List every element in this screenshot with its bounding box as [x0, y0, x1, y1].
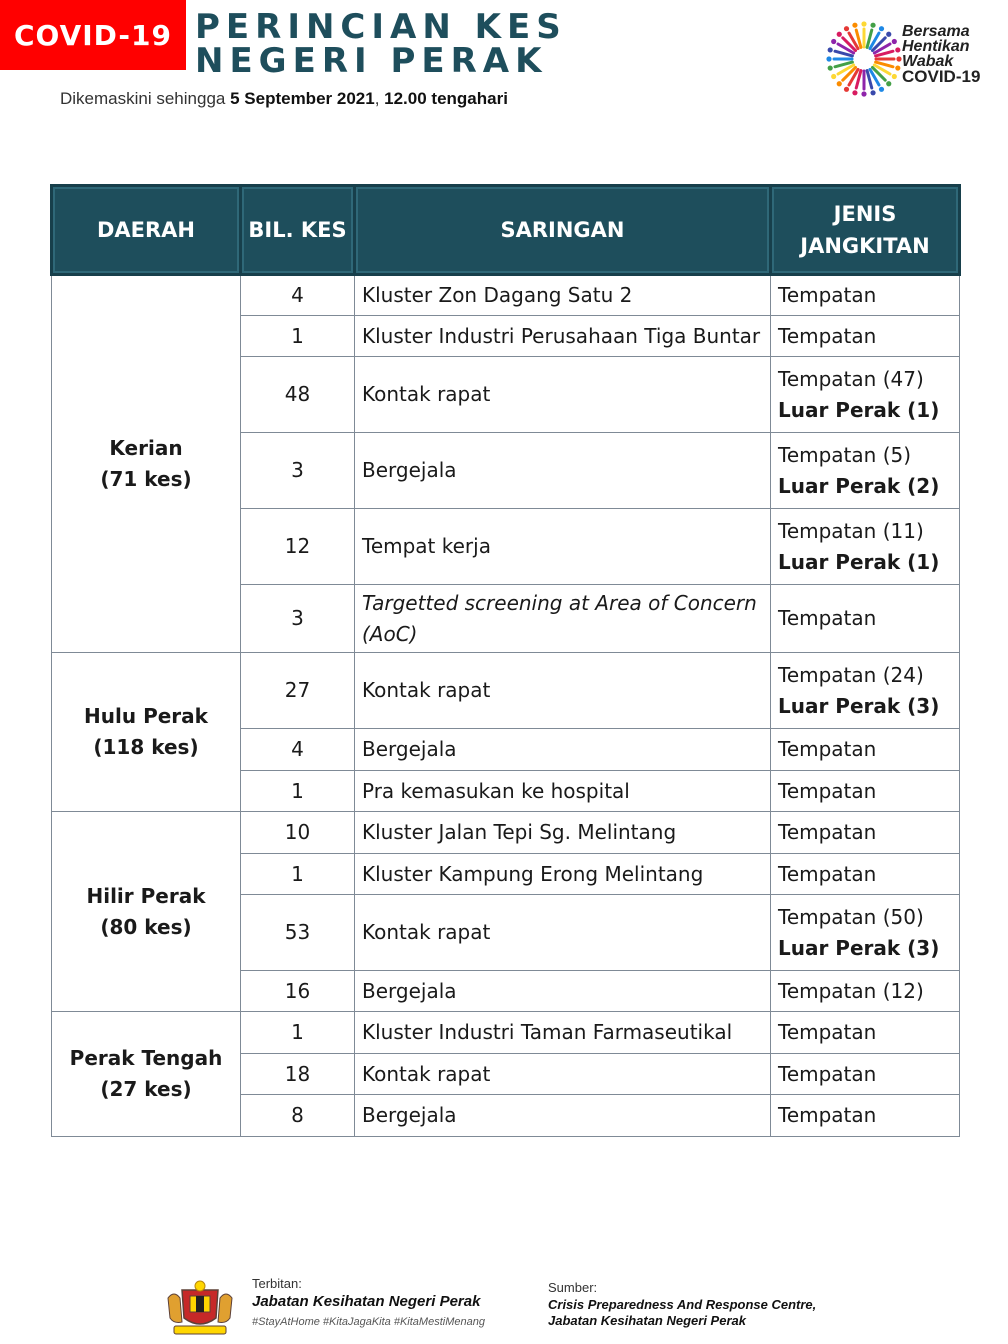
daerah-total: (80 kes): [100, 914, 192, 939]
logo-figure-head: [892, 39, 897, 44]
logo-figure-head: [879, 87, 884, 92]
jenis-cell: Tempatan: [771, 585, 960, 653]
saringan-cell: Kluster Jalan Tepi Sg. Melintang: [355, 812, 771, 854]
logo-figure-head: [844, 26, 849, 31]
bil-cell: 8: [241, 1095, 355, 1137]
saringan-cell: Bergejala: [355, 1095, 771, 1137]
logo-figure-head: [886, 32, 891, 37]
bil-cell: 3: [241, 433, 355, 509]
saringan-cell: Kontak rapat: [355, 895, 771, 971]
saringan-cell: Bergejala: [355, 433, 771, 509]
logo-figure-head: [879, 26, 884, 31]
jenis-luar-perak: Luar Perak (3): [778, 693, 940, 718]
state-crest-icon: [160, 1278, 240, 1338]
publisher-label: Terbitan:: [252, 1276, 302, 1291]
bil-cell: 1: [241, 1012, 355, 1054]
publisher-name: Jabatan Kesihatan Negeri Perak: [252, 1293, 481, 1310]
jenis-tempatan: Tempatan (50): [778, 904, 924, 929]
header-jenis-jangkitan: [771, 186, 960, 275]
logo-figure-head: [861, 91, 866, 96]
daerah-total: (27 kes): [100, 1077, 192, 1101]
title-line-2: NEGERI PERAK: [195, 41, 548, 81]
jenis-luar-perak: Luar Perak (3): [778, 935, 940, 960]
campaign-logo: [826, 18, 996, 100]
hashtags: #StayAtHome #KitaJagaKita #KitaMestiMenang: [252, 1316, 485, 1328]
logo-figure-head: [895, 65, 900, 70]
header-jenis-line-2: JANGKITAN: [800, 234, 930, 258]
logo-figure-head: [892, 74, 897, 79]
page-title: [195, 7, 567, 81]
bil-cell: 3: [241, 585, 355, 653]
jenis-luar-perak: Luar Perak (1): [778, 397, 940, 422]
daerah-name: Hulu Perak: [84, 704, 208, 728]
daerah-name: Perak Tengah: [69, 1046, 223, 1070]
jenis-cell: Tempatan: [771, 1012, 960, 1054]
bil-cell: 53: [241, 895, 355, 971]
daerah-total: (118 kes): [93, 735, 199, 759]
jenis-luar-perak: Luar Perak (2): [778, 473, 940, 498]
daerah-cell: [52, 653, 241, 812]
bil-cell: 27: [241, 653, 355, 729]
saringan-cell: Kluster Industri Taman Farmaseutikal: [355, 1012, 771, 1054]
saringan-cell: Kontak rapat: [355, 357, 771, 433]
sunburst-people-logo-icon: [826, 18, 902, 100]
updated-timestamp: [60, 89, 508, 109]
logo-figure-head: [828, 47, 833, 52]
jenis-luar-perak: Luar Perak (1): [778, 549, 940, 574]
case-table: [50, 184, 961, 1137]
logo-figure-head: [870, 23, 875, 28]
jenis-cell: [771, 509, 960, 585]
header-jenis-line-1: JENIS: [833, 202, 897, 226]
logo-figure-head: [852, 23, 857, 28]
updated-time: 12.00 tengahari: [384, 89, 508, 108]
logo-figure-head: [831, 74, 836, 79]
logo-figure-head: [852, 90, 857, 95]
covid-badge: COVID-19: [0, 0, 186, 70]
header-bil-kes: BIL. KES: [241, 186, 355, 275]
source-label: Sumber:: [548, 1280, 598, 1295]
bil-cell: 1: [241, 854, 355, 895]
bil-cell: 10: [241, 812, 355, 854]
saringan-cell: Targetted screening at Area of Concern (AoC): [355, 585, 771, 653]
updated-separator: ,: [374, 89, 385, 108]
saringan-cell: Kontak rapat: [355, 1054, 771, 1095]
logo-figure-head: [826, 56, 831, 61]
logo-line-4: COVID-19: [902, 67, 981, 86]
logo-figure-head: [861, 21, 866, 26]
jenis-cell: Tempatan (12): [771, 971, 960, 1012]
bil-cell: 4: [241, 729, 355, 771]
jenis-cell: Tempatan: [771, 854, 960, 895]
saringan-cell: Bergejala: [355, 729, 771, 771]
logo-figure-head: [896, 56, 901, 61]
daerah-name: Hilir Perak: [86, 883, 206, 908]
campaign-logo-text: [902, 24, 980, 84]
jenis-cell: [771, 653, 960, 729]
bil-cell: 12: [241, 509, 355, 585]
table-row: [52, 275, 960, 316]
saringan-cell: Pra kemasukan ke hospital: [355, 771, 771, 812]
header-saringan: SARINGAN: [355, 186, 771, 275]
jenis-cell: [771, 357, 960, 433]
table-row: [52, 1012, 960, 1054]
bil-cell: 1: [241, 771, 355, 812]
table-header-row: [52, 186, 960, 275]
bil-cell: 1: [241, 316, 355, 357]
table-row: [52, 812, 960, 854]
bil-cell: 18: [241, 1054, 355, 1095]
saringan-cell: Kluster Industri Perusahaan Tiga Buntar: [355, 316, 771, 357]
logo-figure-head: [831, 39, 836, 44]
jenis-cell: Tempatan: [771, 812, 960, 854]
logo-line-1: Bersama: [902, 23, 970, 40]
jenis-tempatan: Tempatan (5): [778, 442, 912, 467]
daerah-cell: [52, 275, 241, 653]
bil-cell: 48: [241, 357, 355, 433]
jenis-cell: Tempatan: [771, 275, 960, 316]
logo-figure-head: [837, 81, 842, 86]
updated-date: 5 September 2021: [230, 89, 375, 108]
source-line-1: Crisis Preparedness And Response Centre,: [548, 1297, 817, 1312]
jenis-cell: [771, 895, 960, 971]
logo-figure-head: [828, 65, 833, 70]
header-daerah: DAERAH: [52, 186, 241, 275]
logo-figure-head: [844, 87, 849, 92]
saringan-cell: Tempat kerja: [355, 509, 771, 585]
jenis-cell: Tempatan: [771, 1095, 960, 1137]
logo-figure-head: [837, 32, 842, 37]
logo-figure-head: [895, 47, 900, 52]
jenis-cell: [771, 433, 960, 509]
daerah-cell: [52, 812, 241, 1012]
updated-prefix: Dikemaskini sehingga: [60, 89, 231, 108]
jenis-tempatan: Tempatan (24): [778, 662, 924, 687]
jenis-cell: Tempatan: [771, 316, 960, 357]
saringan-cell: Kluster Zon Dagang Satu 2: [355, 275, 771, 316]
source-line-2: Jabatan Kesihatan Negeri Perak: [548, 1313, 746, 1328]
saringan-cell: Bergejala: [355, 971, 771, 1012]
logo-figure-head: [886, 81, 891, 86]
daerah-name: Kerian: [109, 436, 183, 460]
jenis-cell: Tempatan: [771, 771, 960, 812]
bil-cell: 4: [241, 275, 355, 316]
saringan-cell: Kluster Kampung Erong Melintang: [355, 854, 771, 895]
daerah-cell: [52, 1012, 241, 1137]
jenis-cell: Tempatan: [771, 1054, 960, 1095]
jenis-cell: Tempatan: [771, 729, 960, 771]
logo-line-2: Hentikan: [902, 38, 970, 55]
title-line-1: PERINCIAN KES: [195, 7, 567, 47]
table-row: [52, 653, 960, 729]
daerah-total: (71 kes): [100, 467, 192, 491]
bil-cell: 16: [241, 971, 355, 1012]
saringan-cell: Kontak rapat: [355, 653, 771, 729]
jenis-tempatan: Tempatan (47): [778, 366, 924, 391]
logo-line-3: Wabak: [902, 53, 954, 70]
logo-figure-head: [870, 90, 875, 95]
jenis-tempatan: Tempatan (11): [778, 518, 924, 543]
